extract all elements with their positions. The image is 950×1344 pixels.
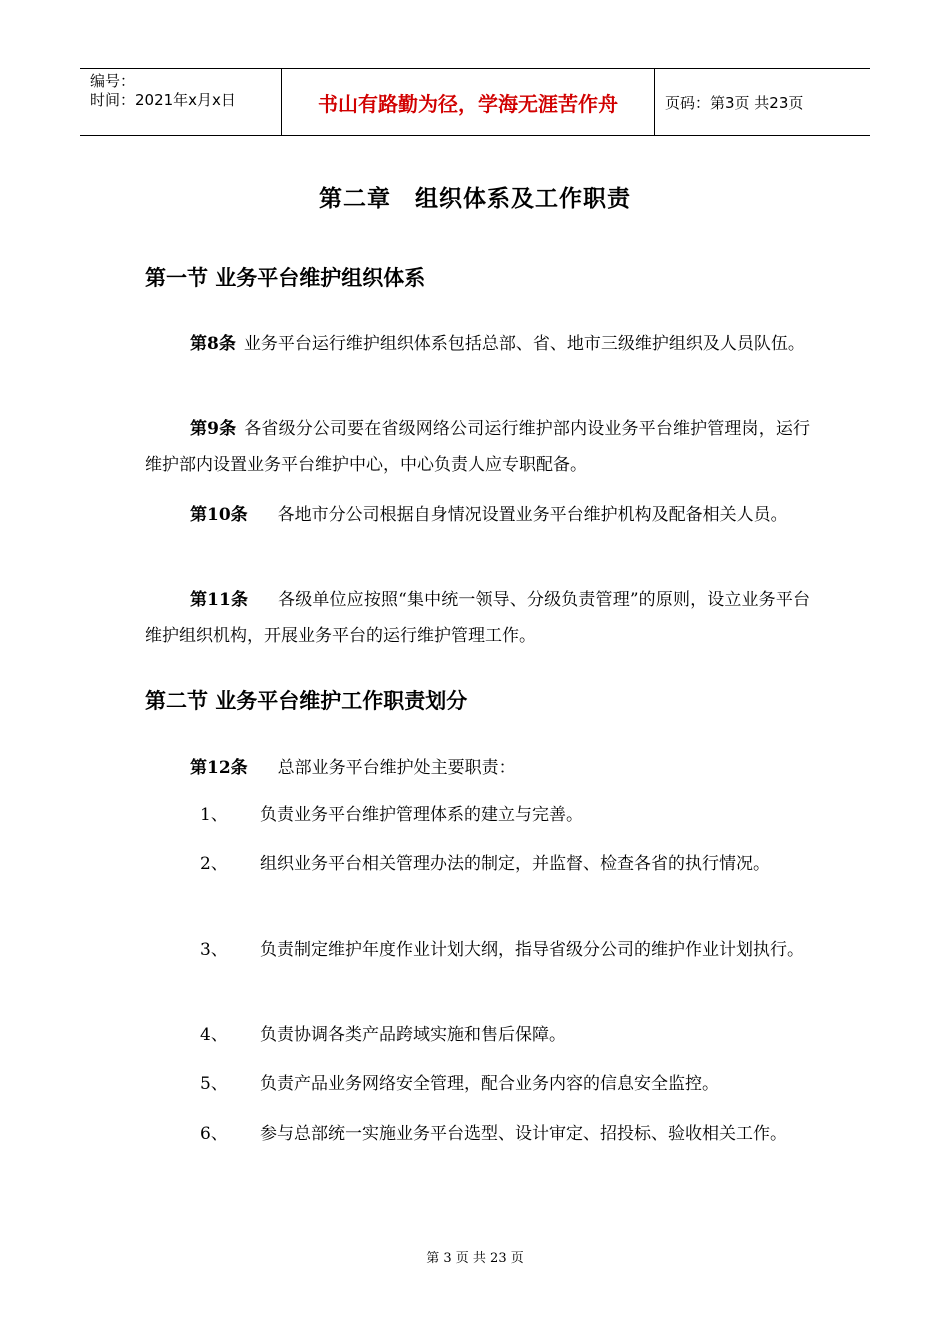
list-item — [200, 797, 810, 833]
article-label: 第10条 — [190, 505, 248, 525]
header-time: 时间：2021年x月x日 — [90, 91, 236, 109]
article-text: 总部业务平台维护处主要职责： — [277, 758, 516, 778]
article-text: 业务平台运行维护组织体系包括总部、省、地市三级维护组织及人员队伍。 — [243, 334, 805, 354]
list-item-text: 参与总部统一实施业务平台选型、设计审定、招投标、验收相关工作。 — [260, 1124, 787, 1144]
article — [145, 326, 810, 362]
list-item — [200, 846, 810, 882]
article-label: 第8条 — [190, 334, 236, 354]
article-label: 第9条 — [190, 419, 237, 439]
header-motto: 书山有路勤为径，学海无涯苦作舟 — [282, 69, 655, 135]
list-item-text: 负责协调各类产品跨域实施和售后保障。 — [260, 1025, 566, 1045]
article — [145, 582, 810, 654]
article-label: 第12条 — [190, 758, 248, 778]
page-footer: 第 3 页 共 23 页 — [426, 1251, 524, 1266]
list-item — [200, 1017, 810, 1053]
list-item-number: 2、 — [200, 854, 228, 874]
article-text: 各省级分公司要在省级网络公司运行维护部内设业务平台维护管理岗，运行维护部内设置业务平台维护中心，中心负责人应专职配备。 — [145, 419, 810, 475]
header-number: 编号： — [90, 72, 136, 90]
article-label: 第11条 — [190, 590, 249, 610]
article — [145, 750, 810, 786]
list-item-number: 6、 — [200, 1124, 228, 1144]
header-page-info: 页码：第3页 共23页 — [665, 93, 804, 112]
list-item-text: 负责产品业务网络安全管理，配合业务内容的信息安全监控。 — [260, 1074, 719, 1094]
chapter-title: 第二章 组织体系及工作职责 — [319, 186, 631, 212]
article-text: 各地市分公司根据自身情况设置业务平台维护机构及配备相关人员。 — [277, 505, 788, 525]
section-title: 第二节 业务平台维护工作职责划分 — [145, 689, 468, 713]
list-item-text: 负责制定维护年度作业计划大纲，指导省级分公司的维护作业计划执行。 — [260, 940, 804, 960]
list-item — [200, 1066, 810, 1102]
list-item-text: 负责业务平台维护管理体系的建立与完善。 — [260, 805, 583, 825]
list-item — [200, 1116, 810, 1152]
list-item-number: 4、 — [200, 1025, 228, 1045]
article — [145, 497, 810, 533]
section-title: 第一节 业务平台维护组织体系 — [145, 266, 426, 290]
list-item-number: 3、 — [200, 940, 228, 960]
page-header — [80, 68, 870, 136]
header-left — [80, 69, 282, 135]
list-item-number: 1、 — [200, 805, 228, 825]
list-item — [200, 932, 810, 968]
list-item-number: 5、 — [200, 1074, 228, 1094]
list-item-text: 组织业务平台相关管理办法的制定，并监督、检查各省的执行情况。 — [260, 854, 770, 874]
article-text: 各级单位应按照“集中统一领导、分级负责管理”的原则，设立业务平台维护组织机构，开展业务平台的运行维护管理工作。 — [145, 590, 810, 646]
article — [145, 411, 810, 483]
